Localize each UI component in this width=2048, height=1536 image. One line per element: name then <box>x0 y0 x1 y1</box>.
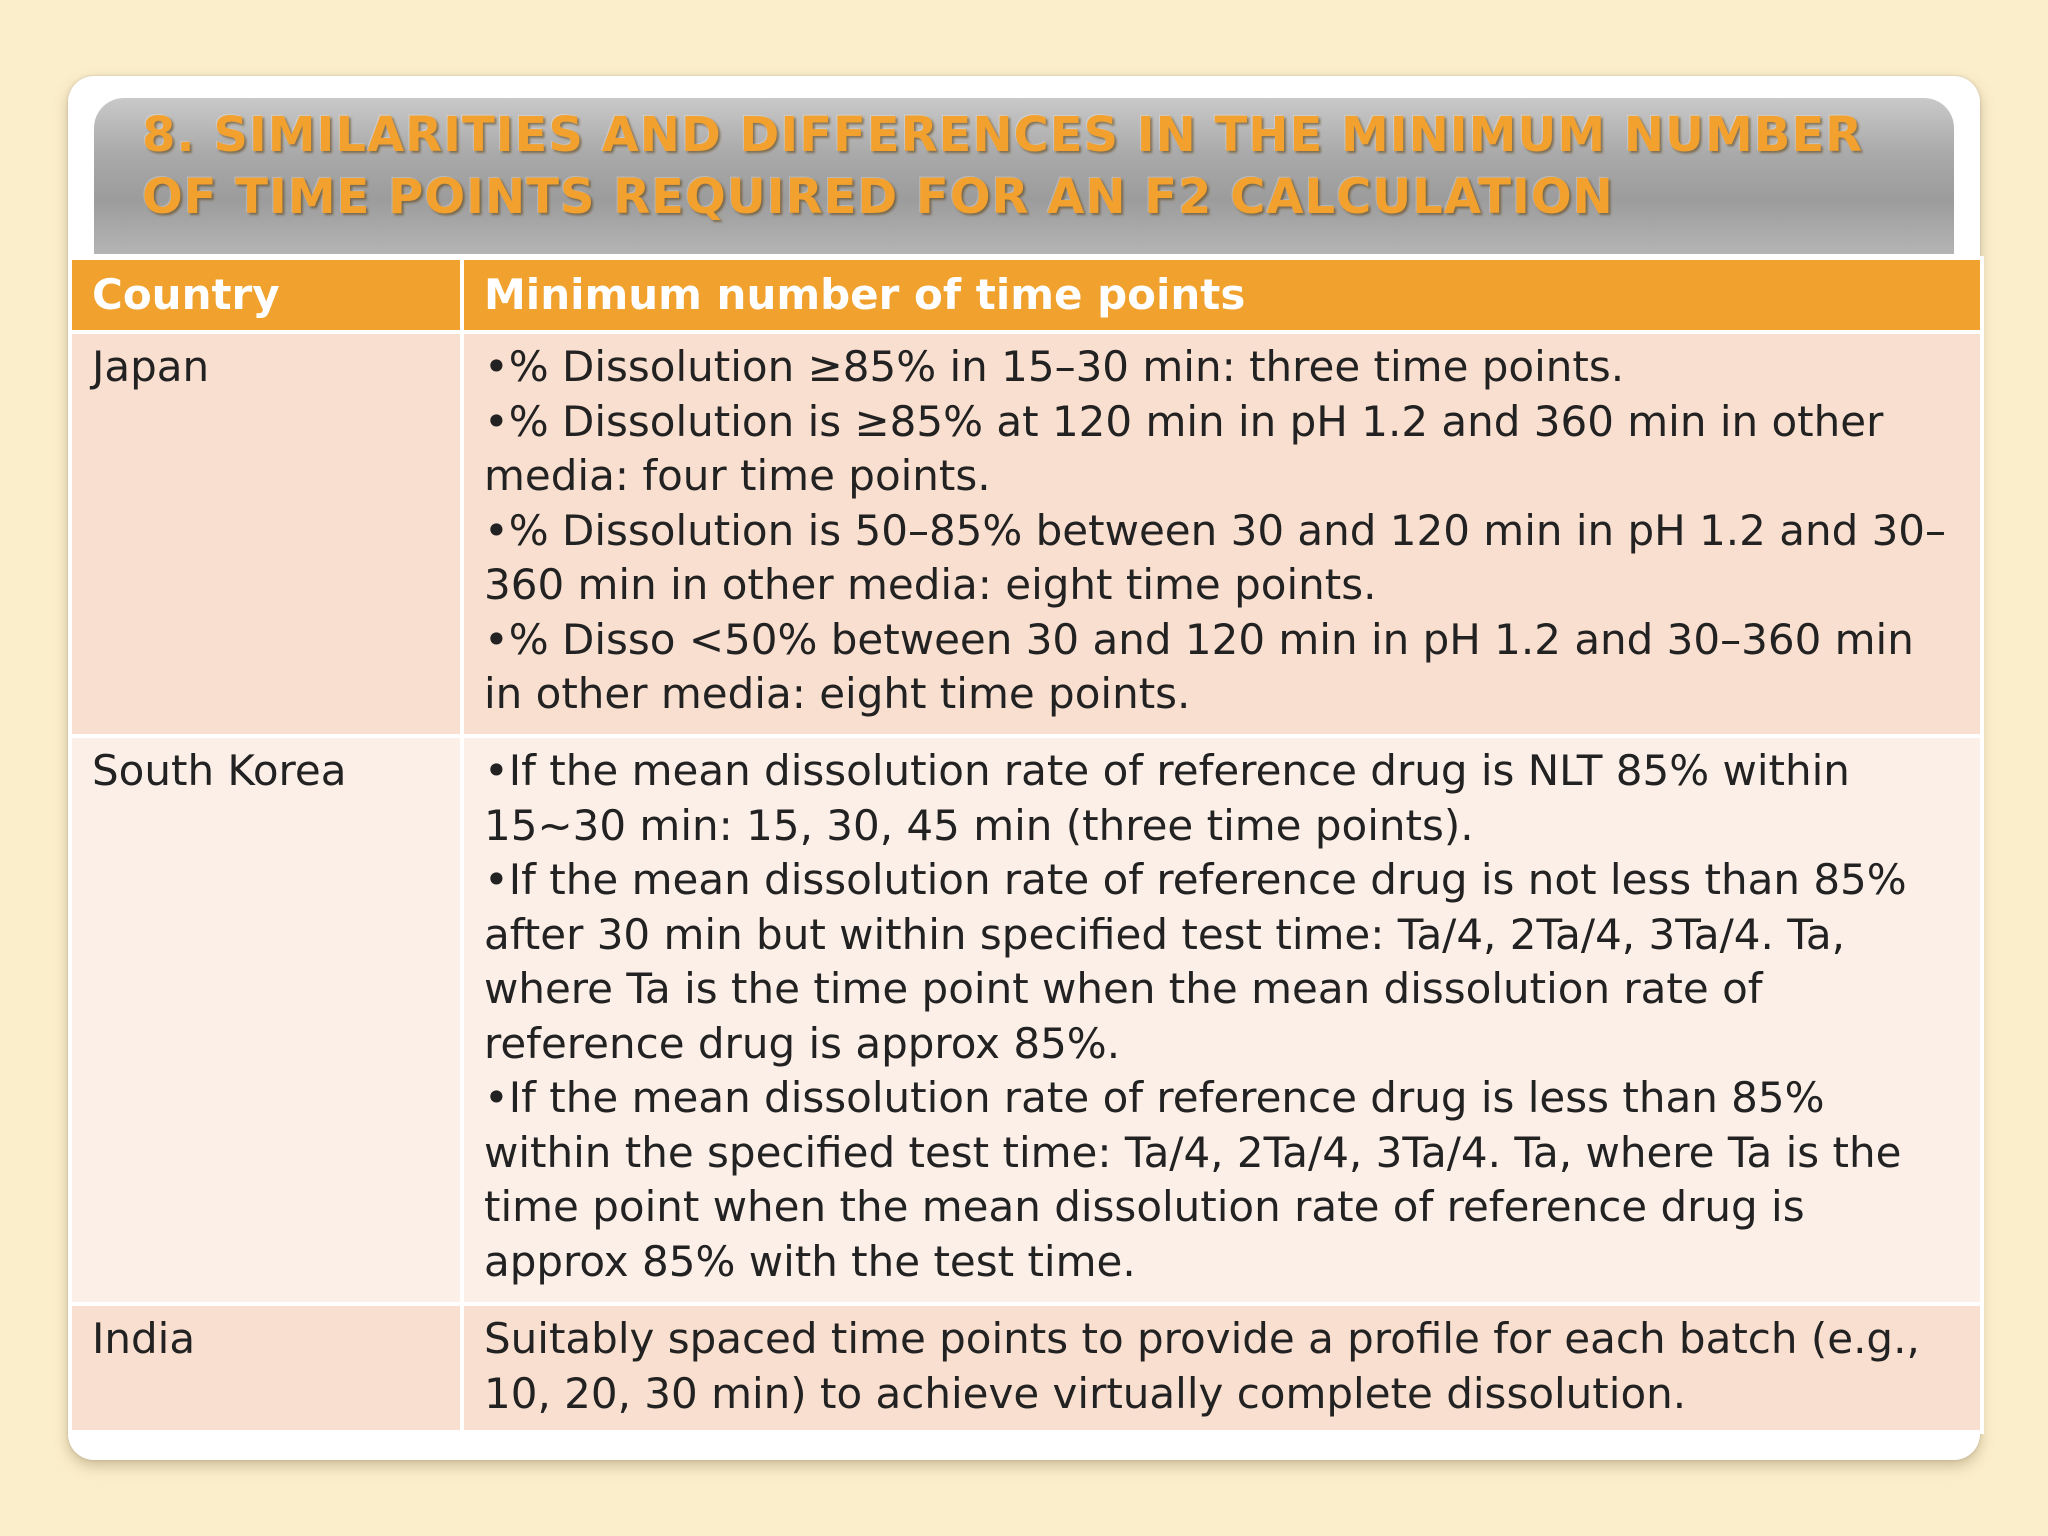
time-points-cell <box>462 736 1982 1304</box>
list-item: •% Disso <50% between 30 and 120 min in pH 1.2 and 30–360 min in other media: eight time points. <box>484 614 1914 718</box>
slide-title-line-1: 8. SIMILARITIES AND DIFFERENCES IN THE MINIMUM NUMBER <box>142 107 1864 163</box>
list-item: •% Dissolution ≥85% in 15–30 min: three time points. <box>484 342 1625 391</box>
list-item: Suitably spaced time points to provide a profile for each batch (e.g., 10, 20, 30 min) to achieve virtually complete dissolution. <box>484 1314 1920 1418</box>
slide-title <box>142 104 1954 228</box>
title-banner <box>94 98 1954 254</box>
table-row <box>70 736 1982 1304</box>
list-item: •% Dissolution is ≥85% at 120 min in pH 1.2 and 360 min in other media: four time points. <box>484 396 1884 500</box>
table-row <box>70 1304 1982 1432</box>
time-points-table <box>68 256 1984 1434</box>
table-row <box>70 332 1982 736</box>
list-item: •% Dissolution is 50–85% between 30 and 120 min in pH 1.2 and 30–360 min in other media: eight time points. <box>484 505 1947 609</box>
slide-title-line-2: OF TIME POINTS REQUIRED FOR AN F2 CALCULATION <box>142 169 1614 225</box>
header-min-time-points: Minimum number of time points <box>462 258 1982 332</box>
country-cell: South Korea <box>70 736 462 1304</box>
time-points-cell <box>462 332 1982 736</box>
table-header-row <box>70 258 1982 332</box>
country-cell: India <box>70 1304 462 1432</box>
time-points-cell <box>462 1304 1982 1432</box>
header-country: Country <box>70 258 462 332</box>
list-item: •If the mean dissolution rate of reference drug is NLT 85% within 15~30 min: 15, 30, 45 min (three time points). <box>484 746 1850 850</box>
list-item: •If the mean dissolution rate of reference drug is less than 85% within the specified test time: Ta/4, 2Ta/4, 3Ta/4. Ta, where Ta is the time point when the mean dissolution rate of reference drug is approx 85% with the test time. <box>484 1073 1902 1286</box>
country-cell: Japan <box>70 332 462 736</box>
list-item: •If the mean dissolution rate of reference drug is not less than 85% after 30 min but within specified test time: Ta/4, 2Ta/4, 3Ta/4. Ta, where Ta is the time point when the mean dissolution rate of reference drug is approx 85%. <box>484 855 1907 1068</box>
